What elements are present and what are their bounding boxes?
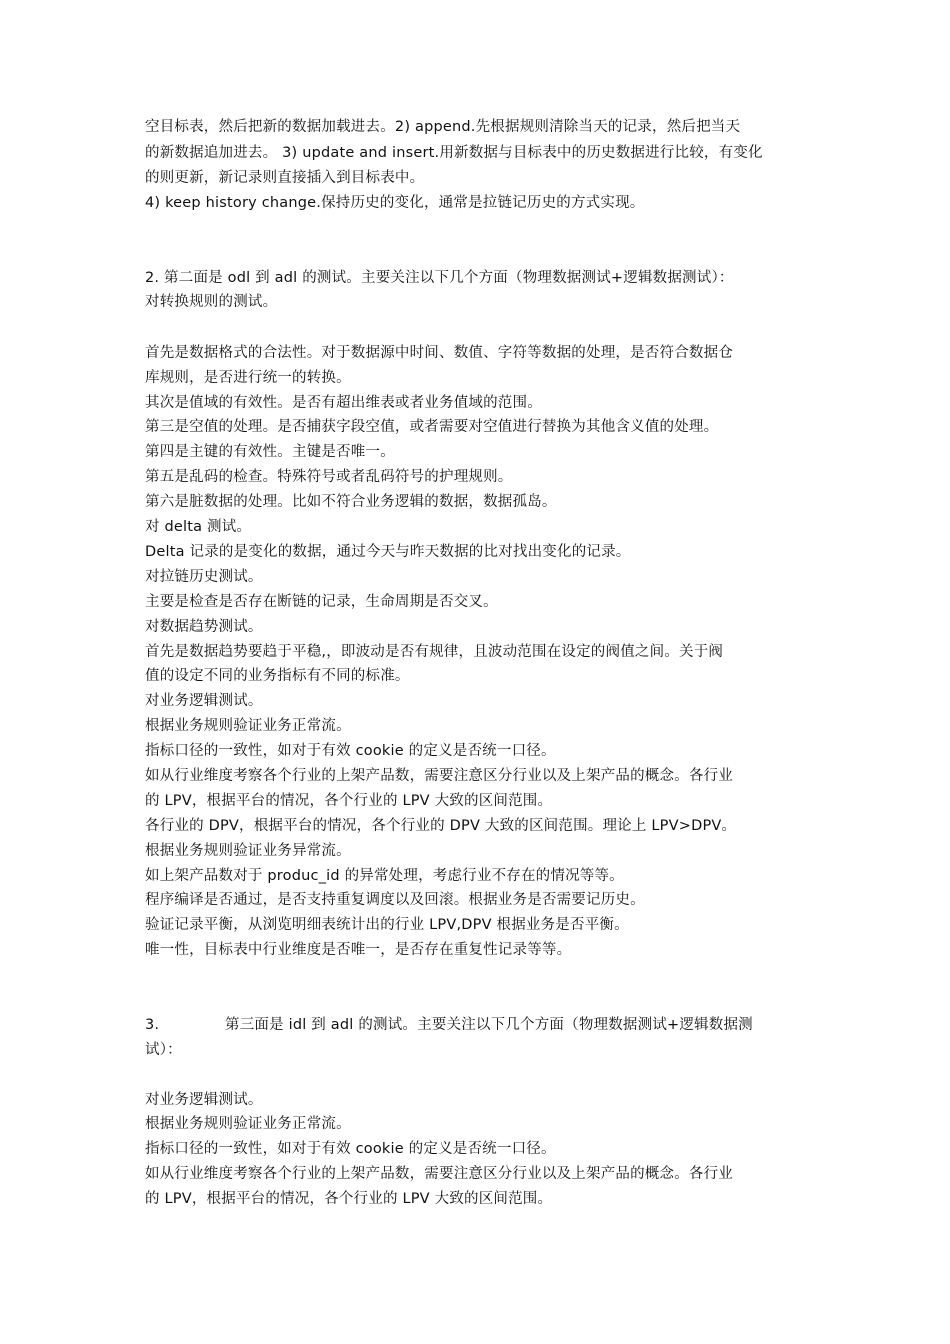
paragraph-line: 的新数据追加进去。 3) update and insert.用新数据与目标表中的历史数据进行比较，有变化 <box>145 145 763 161</box>
section-3-title: 第三面是 idl 到 adl 的测试。主要关注以下几个方面（物理数据测试+逻辑数据测 <box>225 1017 753 1033</box>
paragraph-line: 如上架产品数对于 produc_id 的异常处理，考虑行业不存在的情况等等。 <box>145 868 624 884</box>
paragraph-line: 对数据趋势测试。 <box>145 619 263 635</box>
paragraph-line: 对 delta 测试。 <box>145 519 252 535</box>
paragraph-line: 值的设定不同的业务指标有不同的标准。 <box>145 668 410 684</box>
paragraph-line: 根据业务规则验证业务正常流。 <box>145 1116 351 1132</box>
paragraph-line: 验证记录平衡，从浏览明细表统计出的行业 LPV,DPV 根据业务是否平衡。 <box>145 917 629 933</box>
paragraph-line: 程序编译是否通过，是否支持重复调度以及回滚。根据业务是否需要记历史。 <box>145 892 645 908</box>
paragraph-line: 对转换规则的测试。 <box>145 294 278 310</box>
paragraph-line: 第五是乱码的检查。特殊符号或者乱码符号的护理规则。 <box>145 469 513 485</box>
paragraph-line: 首先是数据趋势要趋于平稳,，即波动是否有规律，且波动范围在设定的阀值之间。关于阀 <box>145 644 724 660</box>
paragraph-line: 根据业务规则验证业务正常流。 <box>145 718 351 734</box>
paragraph-line: 各行业的 DPV，根据平台的情况，各个行业的 DPV 大致的区间范围。理论上 LPV>DPV。 <box>145 818 737 834</box>
paragraph-line: 第四是主键的有效性。主键是否唯一。 <box>145 444 395 460</box>
paragraph-line: 对拉链历史测试。 <box>145 569 263 585</box>
section-3-heading <box>145 1015 753 1035</box>
paragraph-line: 根据业务规则验证业务异常流。 <box>145 843 351 859</box>
paragraph-line: 指标口径的一致性，如对于有效 cookie 的定义是否统一口径。 <box>145 743 556 759</box>
paragraph-line: 试）： <box>145 1042 182 1058</box>
paragraph-line: 对业务逻辑测试。 <box>145 1092 263 1108</box>
paragraph-line: 对业务逻辑测试。 <box>145 693 263 709</box>
paragraph-line: 如从行业维度考察各个行业的上架产品数，需要注意区分行业以及上架产品的概念。各行业 <box>145 1166 733 1182</box>
paragraph-line: 的则更新，新记录则直接插入到目标表中。 <box>145 170 425 186</box>
paragraph-line: 唯一性，目标表中行业维度是否唯一，是否存在重复性记录等等。 <box>145 942 572 958</box>
paragraph-line: 空目标表，然后把新的数据加载进去。2) append.先根据规则清除当天的记录，然后把当天 <box>145 119 741 135</box>
paragraph-line: 的 LPV，根据平台的情况，各个行业的 LPV 大致的区间范围。 <box>145 1191 553 1207</box>
paragraph-line: 指标口径的一致性，如对于有效 cookie 的定义是否统一口径。 <box>145 1141 556 1157</box>
section-2-heading: 2. 第二面是 odl 到 adl 的测试。主要关注以下几个方面（物理数据测试+逻辑数据测试）： <box>145 270 734 286</box>
paragraph-line: 4) keep history change.保持历史的变化，通常是拉链记历史的方式实现。 <box>145 195 645 211</box>
paragraph-line: 如从行业维度考察各个行业的上架产品数，需要注意区分行业以及上架产品的概念。各行业 <box>145 768 733 784</box>
paragraph-line: 其次是值域的有效性。是否有超出维表或者业务值域的范围。 <box>145 395 542 411</box>
paragraph-line: 主要是检查是否存在断链的记录，生命周期是否交叉。 <box>145 594 498 610</box>
paragraph-line: 库规则，是否进行统一的转换。 <box>145 370 351 386</box>
section-3-number: 3. <box>145 1017 160 1033</box>
paragraph-line: 首先是数据格式的合法性。对于数据源中时间、数值、字符等数据的处理，是否符合数据仓 <box>145 345 733 361</box>
paragraph-line: 第六是脏数据的处理。比如不符合业务逻辑的数据，数据孤岛。 <box>145 494 557 510</box>
paragraph-line: Delta 记录的是变化的数据，通过今天与昨天数据的比对找出变化的记录。 <box>145 544 631 560</box>
paragraph-line: 的 LPV，根据平台的情况，各个行业的 LPV 大致的区间范围。 <box>145 793 553 809</box>
paragraph-line: 第三是空值的处理。是否捕获字段空值，或者需要对空值进行替换为其他含义值的处理。 <box>145 419 719 435</box>
